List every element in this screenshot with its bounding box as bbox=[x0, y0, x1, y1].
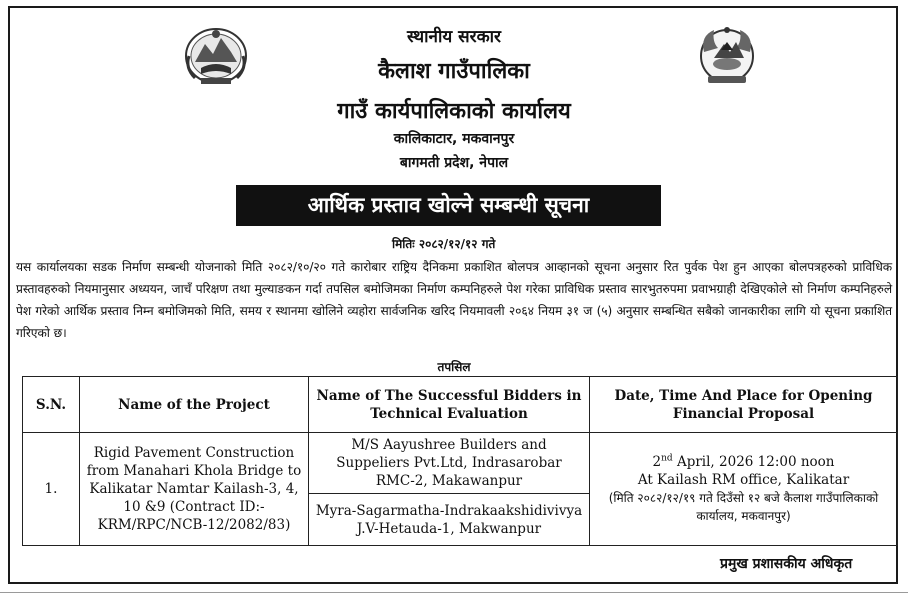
header-province: बागमती प्रदेश, नेपाल bbox=[399, 155, 509, 171]
table-row bbox=[23, 433, 898, 494]
notice-body-paragraph: यस कार्यालयका सडक निर्माण सम्बन्धी योजनाको मिति २०८२/१०/२० गते कारोबार राष्ट्रिय दैनिकमा प्रकाशित बोलपत्र आव्हानको सूचना अनुसार रित पुर्वक पेश हुन आएका बोलपत्रहरुको प्राविधिक प्रस्तावहरुको नियमानुसार अध्ययन, जाचँ परिक्षण तथा मुल्याङकन गर्दा तपसिल बमोजिमका निर्माण कम्पनिहरुले पेश गरेका प्राविधिक प्रस्ताव सारभुतरुपमा प्रवाभग्राही देखिएकोले सो निर्माण कम्पनिहरुले पेश गरेको आर्थिक प्रस्ताव निम्न बमोजिमको मिति, समय र स्थानमा खोलिने व्यहोरा सार्वजनिक खरिद नियमावली २०६४ नियम ३१ ज (५) अनुसार सम्बन्धित सबैको जानकारीका लागि यो सूचना प्रकाशित गरिएको छ। bbox=[16, 260, 892, 340]
cell-sn: 1. bbox=[23, 433, 80, 546]
notice-date: मितिः २०८२/१२/१२ गते bbox=[392, 237, 496, 251]
header-municipality-name: कैलाश गाउँपालिका bbox=[378, 59, 530, 84]
opening-nepali-note: (मिति २०८२/१२/१९ गते दिउँसो १२ बजे कैलाश गाउँपालिकाको कार्यालय, मकवानपुर) bbox=[608, 491, 879, 523]
cell-project: Rigid Pavement Construction from Manahari Khola Bridge to Kalikatar Namtar Kailash-3, 4, 10 &9 (Contract ID:- KRM/RPC/NCB-12/2082/83) bbox=[80, 433, 309, 546]
cell-bidder-2: Myra-Sagarmatha-Indrakaakshidivivya J.V-Hetauda-1, Makwanpur bbox=[309, 494, 590, 546]
cell-bidder-1: M/S Aayushree Builders and Suppeliers Pvt.Ltd, Indrasarobar RMC-2, Makawanpur bbox=[309, 433, 590, 494]
schedule-label: तपसिल bbox=[437, 360, 471, 374]
table-header-row bbox=[23, 377, 898, 433]
header-address: कालिकाटार, मकवानपुर bbox=[393, 131, 515, 147]
header-opening: Date, Time And Place for Opening Financial Proposal bbox=[590, 377, 898, 433]
header-office-name: गाउँ कार्यपालिकाको कार्यालय bbox=[337, 99, 571, 124]
opening-date-time: 2nd April, 2026 12:00 noon bbox=[652, 453, 835, 470]
header-bidders: Name of The Successful Bidders in Technical Evaluation bbox=[309, 377, 590, 433]
signatory-title: प्रमुख प्रशासकीय अधिकृत bbox=[720, 556, 853, 572]
header-project: Name of the Project bbox=[80, 377, 309, 433]
bid-opening-table bbox=[22, 376, 898, 546]
header-local-government: स्थानीय सरकार bbox=[406, 27, 501, 47]
opening-place: At Kailash RM office, Kalikatar bbox=[637, 472, 850, 488]
header-sn: S.N. bbox=[23, 377, 80, 433]
cell-opening bbox=[590, 433, 898, 546]
notice-title: आर्थिक प्रस्ताव खोल्ने सम्बन्धी सूचना bbox=[236, 185, 661, 226]
page-divider bbox=[0, 592, 908, 593]
